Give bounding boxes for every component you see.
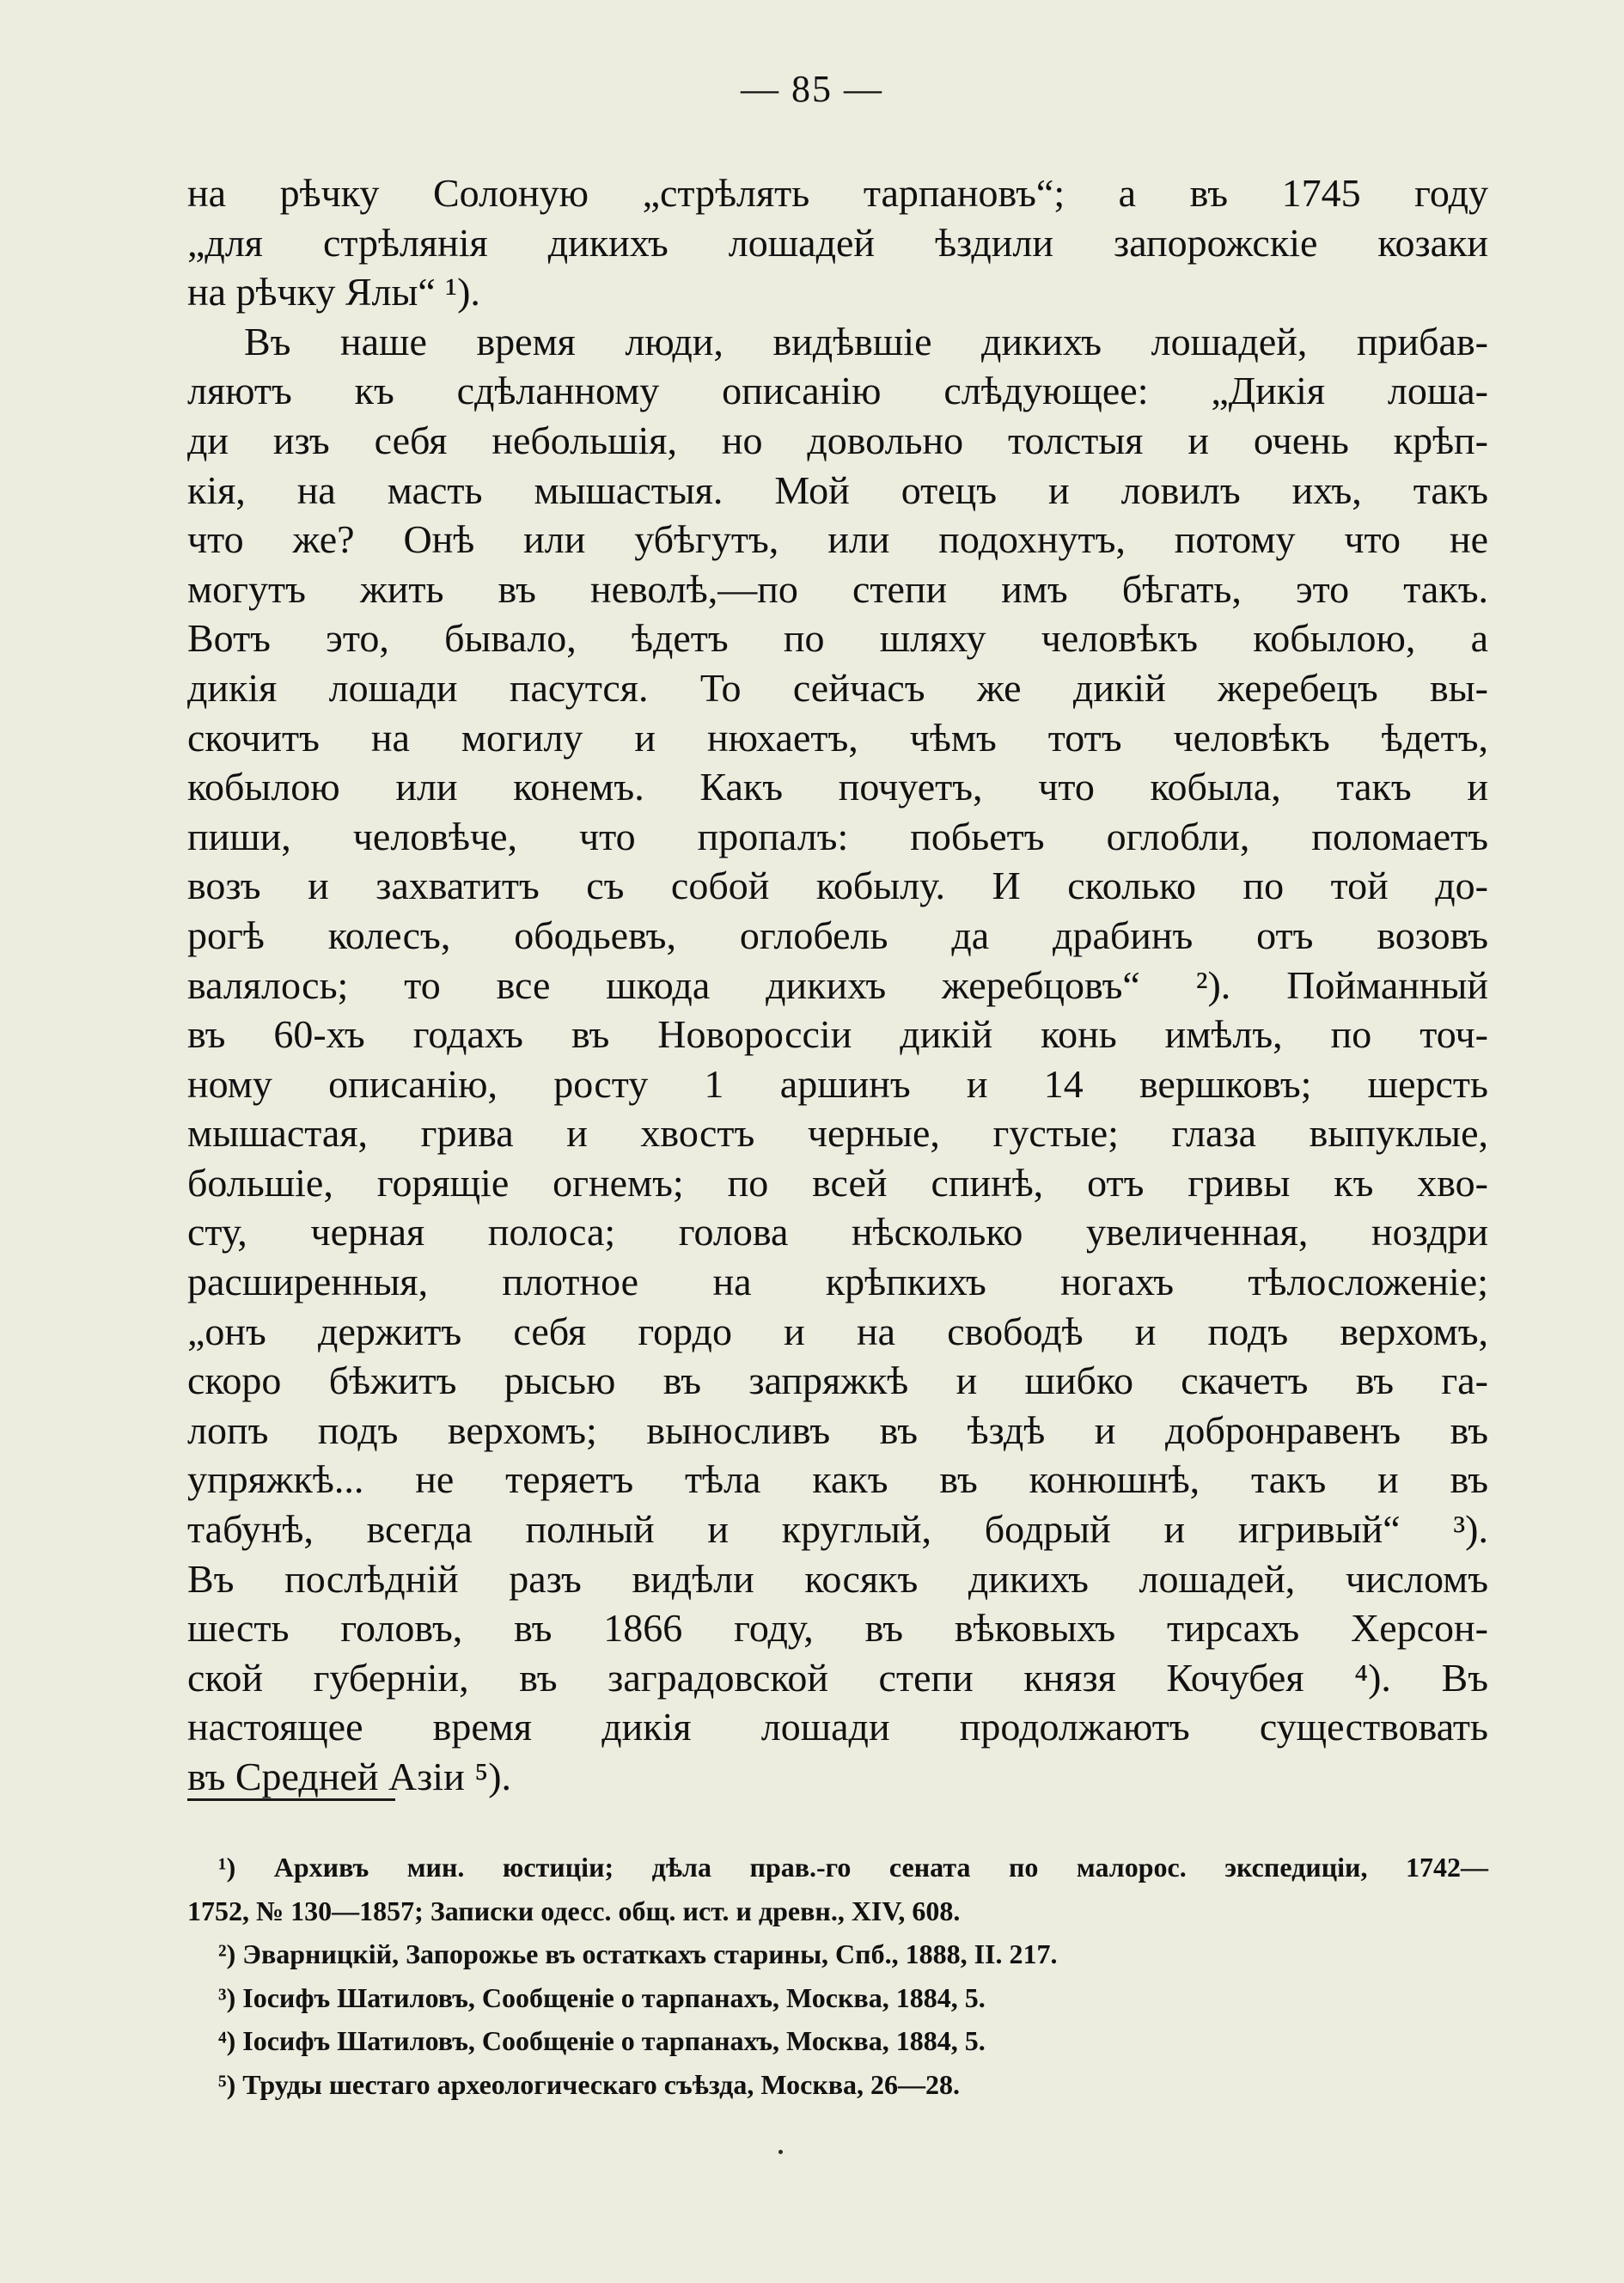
- text-line: могутъ жить въ неволѣ,—по степи имъ бѣгать, это такъ.: [187, 566, 1488, 611]
- text-line: скочитъ на могилу и нюхаетъ, чѣмъ тотъ человѣкъ ѣдетъ,: [187, 715, 1488, 760]
- print-speck: [778, 2150, 783, 2154]
- text-line: дикія лошади пасутся. То сейчасъ же дикій жеребецъ вы-: [187, 665, 1488, 710]
- footnote-line: 1752, № 130—1857; Записки одесс. общ. ист. и древн., XIV, 608.: [187, 1895, 961, 1926]
- text-line: Вотъ это, бывало, ѣдетъ по шляху человѣкъ кобылою, а: [187, 616, 1488, 661]
- text-line: пиши, человѣче, что пропалъ: побьетъ оглобли, поломаетъ: [187, 814, 1488, 858]
- text-line: возъ и захватитъ съ собой кобылу. И сколько по той до-: [187, 864, 1488, 908]
- text-line: настоящее время дикія лошади продолжаютъ существовать: [187, 1705, 1488, 1749]
- text-line: „для стрѣлянія дикихъ лошадей ѣздили запорожскіе козаки: [187, 220, 1488, 265]
- text-line: ской губерніи, въ заградовской степи князя Кочубея ⁴). Въ: [187, 1655, 1488, 1700]
- text-line: на рѣчку Солоную „стрѣлять тарпановъ“; а въ 1745 году: [187, 171, 1488, 215]
- text-line: сту, черная полоса; голова нѣсколько увеличенная, ноздри: [187, 1210, 1488, 1254]
- text-line: лопъ подъ верхомъ; выносливъ въ ѣздѣ и добронравенъ въ: [187, 1407, 1488, 1452]
- text-line: упряжкѣ... не теряетъ тѣла какъ въ конюшнѣ, такъ и въ: [187, 1457, 1488, 1502]
- footnote-line: ²) Эварницкій, Запорожье въ остаткахъ старины, Спб., 1888, II. 217.: [218, 1938, 1058, 1969]
- text-line: въ 60-хъ годахъ въ Новороссіи дикій конь имѣлъ, по точ-: [187, 1012, 1488, 1057]
- text-line: табунѣ, всегда полный и круглый, бодрый и игривый“ ³).: [187, 1507, 1488, 1552]
- text-line: Въ наше время люди, видѣвшіе дикихъ лошадей, прибав-: [244, 319, 1488, 363]
- text-line: скоро бѣжитъ рысью въ запряжкѣ и шибко скачетъ въ га-: [187, 1358, 1488, 1403]
- text-line: мышастая, грива и хвостъ черные, густые; глаза выпуклые,: [187, 1111, 1488, 1156]
- text-line: шесть головъ, въ 1866 году, въ вѣковыхъ тирсахъ Херсон-: [187, 1606, 1488, 1651]
- text-line: кобылою или конемъ. Какъ почуетъ, что кобыла, такъ и: [187, 765, 1488, 809]
- text-line: большіе, горящіе огнемъ; по всей спинѣ, отъ гривы къ хво-: [187, 1160, 1488, 1205]
- text-line: ди изъ себя небольшія, но довольно толстыя и очень крѣп-: [187, 418, 1488, 462]
- text-line: на рѣчку Ялы“ ¹).: [187, 270, 480, 314]
- text-line: кія, на масть мышастыя. Мой отецъ и ловилъ ихъ, такъ: [187, 467, 1488, 512]
- footnote-line: ⁵) Труды шестаго археологическаго съѣзда, Москва, 26—28.: [218, 2068, 961, 2100]
- footnote-line: ⁴) Іосифъ Шатиловъ, Сообщеніе о тарпанахъ, Москва, 1884, 5.: [218, 2025, 986, 2056]
- text-line: „онъ держитъ себя гордо и на свободѣ и подъ верхомъ,: [187, 1309, 1488, 1353]
- text-line: валялось; то все шкода дикихъ жеребцовъ“ ²). Пойманный: [187, 962, 1488, 1007]
- footnote-line: ¹) Архивъ мин. юстиціи; дѣла прав.-го сената по малорос. экспедиціи, 1742—: [218, 1852, 1488, 1883]
- text-line: Въ послѣдній разъ видѣли косякъ дикихъ лошадей, числомъ: [187, 1556, 1488, 1601]
- text-line: что же? Онѣ или убѣгутъ, или подохнутъ, потому что не: [187, 517, 1488, 562]
- footnotes: [187, 1846, 1488, 2106]
- text-line: ному описанію, росту 1 аршинъ и 14 вершковъ; шерсть: [187, 1061, 1488, 1106]
- main-text: [187, 168, 1488, 1802]
- footnote-line: ³) Іосифъ Шатиловъ, Сообщеніе о тарпанахъ, Москва, 1884, 5.: [218, 1981, 986, 2013]
- text-line: рогѣ колесъ, ободьевъ, оглобель да драбинъ отъ возовъ: [187, 913, 1488, 957]
- footnote-divider: [187, 1798, 395, 1801]
- text-line: въ Средней Азіи ⁵).: [187, 1755, 512, 1798]
- text-line: расширенныя, плотное на крѣпкихъ ногахъ тѣлосложеніе;: [187, 1260, 1488, 1304]
- page-number: — 85 —: [741, 68, 883, 110]
- text-line: ляютъ къ сдѣланному описанію слѣдующее: „Дикія лоша-: [187, 369, 1488, 413]
